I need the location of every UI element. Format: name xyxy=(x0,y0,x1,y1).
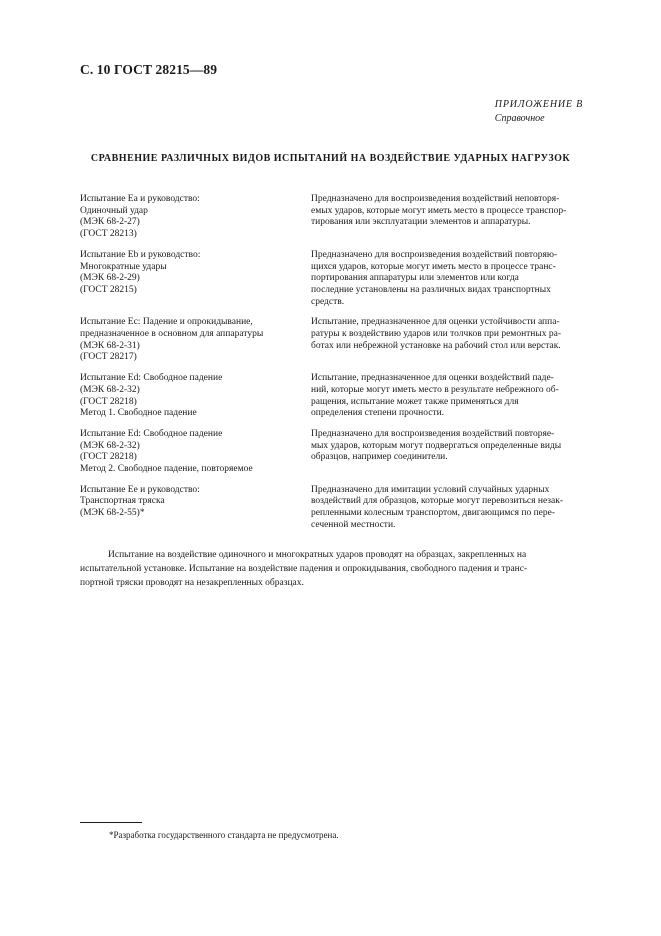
test-line: (МЭК 68-2-29) xyxy=(80,273,140,284)
test-purpose xyxy=(311,429,583,476)
test-description xyxy=(80,373,302,420)
test-purpose xyxy=(311,250,583,309)
paragraph-line: испытательной установке. Испытание на воздействие падения и опрокидывания, свободного падения и транс- xyxy=(80,564,528,574)
test-line: (ГОСТ 28213) xyxy=(80,229,137,240)
appendix-kind: Справочное xyxy=(494,113,545,124)
test-line: Испытание Еа и руководство: xyxy=(80,194,200,204)
purpose-line: образцов, например соединители. xyxy=(311,452,448,463)
purpose-line: сеченной местности. xyxy=(311,519,396,530)
test-description xyxy=(80,250,302,309)
test-line: Транспортная тряска xyxy=(80,496,165,507)
table-row xyxy=(80,485,583,532)
purpose-line: определения степени прочности. xyxy=(311,408,445,419)
purpose-line: Предназначено для имитации условий случайных ударных xyxy=(311,484,550,495)
test-line: Испытание Ed: Свободное падение xyxy=(80,373,223,384)
purpose-line: Предназначено для воспроизведения воздействий неповторя- xyxy=(311,194,560,204)
test-line: (МЭК 68-2-27) xyxy=(80,217,140,228)
purpose-line: ний, которые могут иметь место в результате небрежного об- xyxy=(311,384,559,395)
test-purpose xyxy=(311,485,583,532)
purpose-line: Предназначено для воспроизведения воздействий повторяю- xyxy=(311,249,558,260)
test-purpose xyxy=(311,373,583,420)
purpose-line: ратуры к воздействию ударов или толчков при ремонтных ра- xyxy=(311,329,562,340)
test-line: Метод 1. Свободное падение xyxy=(80,408,197,419)
test-line: Одиночный удар xyxy=(80,205,148,216)
footnote-divider xyxy=(80,822,142,823)
test-line: Испытание Ее и руководство: xyxy=(80,484,200,495)
appendix-label-block xyxy=(495,98,583,126)
purpose-line: ботах или небрежной установке на рабочий стол или верстак. xyxy=(311,340,561,351)
purpose-line: ращения, испытание может также применяться для xyxy=(311,396,519,407)
purpose-line: репленными колесным транспортом, двигающимся по пере- xyxy=(311,508,556,519)
purpose-line: средств. xyxy=(311,296,345,307)
test-line: (ГОСТ 28218) xyxy=(80,396,137,407)
closing-paragraph xyxy=(80,548,583,590)
test-line: Метод 2. Свободное падение, повторяемое xyxy=(80,464,253,475)
test-line: Испытание Ес: Падение и опрокидывание, xyxy=(80,317,253,328)
footnote: *Разработка государственного стандарта не предусмотрена. xyxy=(109,830,339,840)
purpose-line: тирования или эксплуатации элементов и аппаратуры. xyxy=(311,217,531,228)
purpose-line: Испытание, предназначенное для оценки устойчивости аппа- xyxy=(311,317,560,328)
test-description xyxy=(80,485,302,532)
test-description xyxy=(80,429,302,476)
purpose-line: щихся ударов, которые могут иметь место в процессе транс- xyxy=(311,261,556,272)
test-line: (ГОСТ 28217) xyxy=(80,352,137,363)
purpose-line: мых ударов, которым могут подвергаться определенные виды xyxy=(311,440,562,451)
table-row xyxy=(80,429,583,476)
purpose-line: воздействий для образцов, которые могут перевозиться незак- xyxy=(311,496,564,507)
test-line: (ГОСТ 28218) xyxy=(80,452,137,463)
page-header: С. 10 ГОСТ 28215—89 xyxy=(80,62,218,77)
test-line: (МЭК 68-2-32) xyxy=(80,384,140,395)
test-line: Многократные удары xyxy=(80,261,167,272)
paragraph-line: Испытание на воздействие одиночного и многократных ударов проводят на образцах, закрепленных на xyxy=(108,550,527,560)
document-title: СРАВНЕНИЕ РАЗЛИЧНЫХ ВИДОВ ИСПЫТАНИЙ НА ВОЗДЕЙСТВИЕ УДАРНЫХ НАГРУЗОК xyxy=(90,153,571,164)
test-description xyxy=(80,317,302,364)
purpose-line: Предназначено для воспроизведения воздействий повторяе- xyxy=(311,428,555,439)
test-line: (МЭК 68-2-31) xyxy=(80,340,140,351)
purpose-line: портирования аппаратуры или элементов или когда xyxy=(311,273,519,284)
test-purpose xyxy=(311,317,583,364)
purpose-line: емых ударов, которые могут иметь место в процессе транспор- xyxy=(311,205,567,216)
table-row xyxy=(80,250,583,309)
appendix-label: ПРИЛОЖЕНИЕ В xyxy=(494,99,583,110)
test-line: (ГОСТ 28215) xyxy=(80,284,137,295)
test-line: предназначенное в основном для аппаратуры xyxy=(80,329,264,340)
test-line: Испытание Eb и руководство: xyxy=(80,249,201,260)
table-row xyxy=(80,317,583,364)
purpose-line: Испытание, предназначенное для оценки воздействий паде- xyxy=(311,373,554,384)
table-row xyxy=(80,194,583,241)
test-line: Испытание Ed: Свободное падение xyxy=(80,428,223,439)
test-line: (МЭК 68-2-55)* xyxy=(80,508,145,519)
test-purpose xyxy=(311,194,583,241)
purpose-line: последние установлены на различных видах транспортных xyxy=(311,284,551,295)
table-row xyxy=(80,373,583,420)
test-description xyxy=(80,194,302,241)
comparison-table xyxy=(80,194,583,541)
test-line: (МЭК 68-2-32) xyxy=(80,440,140,451)
paragraph-line: портной тряски проводят на незакрепленных образцах. xyxy=(80,578,304,588)
